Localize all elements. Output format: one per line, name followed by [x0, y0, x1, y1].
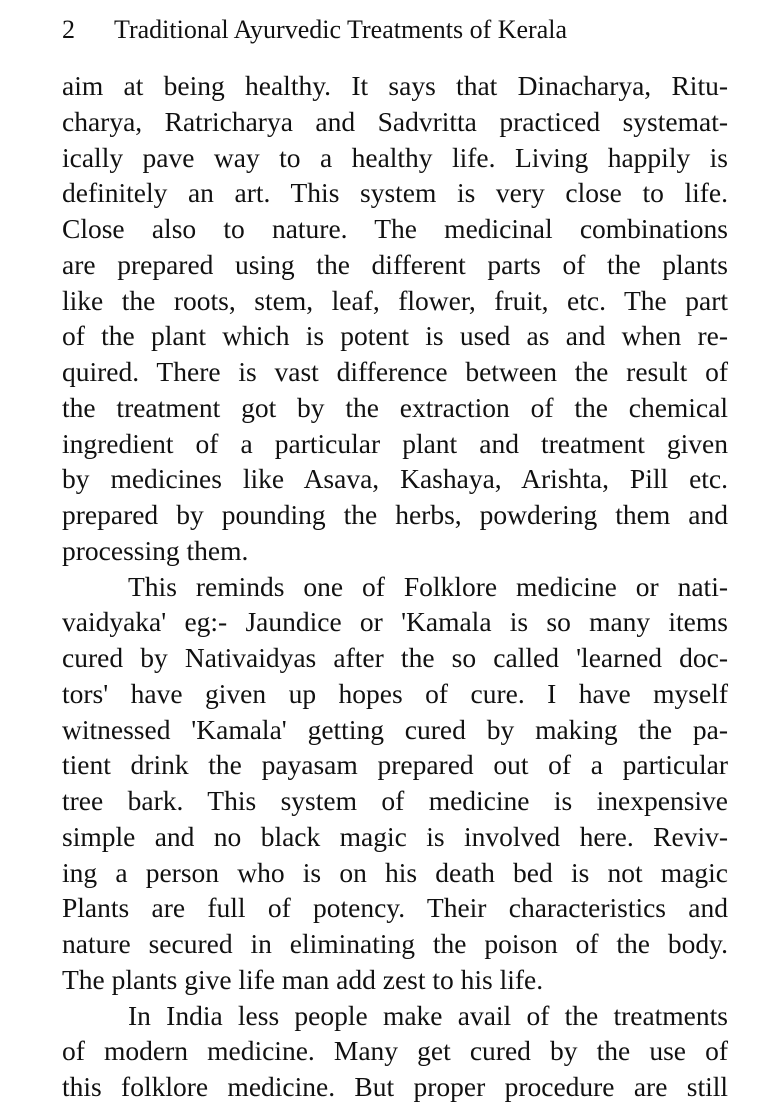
- text-line: this folklore medicine. But proper procedure are still: [62, 1071, 728, 1102]
- body-text: [62, 68, 728, 1105]
- text-line: the treatment got by the extraction of the chemical: [62, 391, 728, 423]
- running-header: [62, 14, 742, 46]
- text-line: are prepared using the different parts of the plants: [62, 248, 728, 280]
- text-line: The plants give life man add zest to his life.: [62, 963, 544, 995]
- running-title: Traditional Ayurvedic Treatments of Kerala: [114, 15, 568, 44]
- text-line: processing them.: [62, 534, 249, 566]
- text-line: nature secured in eliminating the poison of the body.: [62, 928, 728, 959]
- text-line: simple and no black magic is involved here. Reviv-: [62, 820, 728, 852]
- text-line: tree bark. This system of medicine is inexpensive: [62, 785, 728, 816]
- text-line: aim at being healthy. It says that Dinacharya, Ritu-: [62, 70, 728, 101]
- text-line: cured by Nativaidyas after the so called 'learned doc-: [62, 642, 728, 673]
- text-line: definitely an art. This system is very close to life.: [62, 177, 728, 209]
- text-line: by medicines like Asava, Kashaya, Arishta, Pill etc.: [62, 463, 728, 495]
- text-line: witnessed 'Kamala' getting cured by making the pa-: [62, 713, 728, 745]
- text-line: quired. There is vast difference between the result of: [62, 356, 728, 387]
- paragraph: [62, 569, 728, 998]
- text-line: charya, Ratricharya and Sadvritta practiced systemat-: [62, 105, 728, 137]
- page-number: 2: [62, 15, 75, 44]
- text-line: tient drink the payasam prepared out of a particular: [62, 749, 728, 781]
- text-line: Plants are full of potency. Their characteristics and: [62, 892, 728, 924]
- text-line: ingredient of a particular plant and treatment given: [62, 427, 728, 459]
- paragraph: [62, 998, 728, 1105]
- text-line: tors' have given up hopes of cure. I have myself: [62, 677, 728, 709]
- text-line: This reminds one of Folklore medicine or nati-: [128, 570, 728, 602]
- text-line: In India less people make avail of the treatments: [128, 999, 728, 1031]
- text-line: of modern medicine. Many get cured by the use of: [62, 1035, 728, 1067]
- paragraph: [62, 68, 728, 569]
- text-line: vaidyaka' eg:- Jaundice or 'Kamala is so many items: [62, 606, 728, 638]
- text-line: Close also to nature. The medicinal combinations: [62, 213, 728, 244]
- text-line: prepared by pounding the herbs, powdering them and: [62, 499, 728, 530]
- text-line: ically pave way to a healthy life. Living happily is: [62, 141, 728, 173]
- text-line: ing a person who is on his death bed is not magic: [62, 856, 728, 888]
- text-line: like the roots, stem, leaf, flower, fruit, etc. The part: [62, 284, 728, 316]
- text-line: of the plant which is potent is used as and when re-: [62, 320, 728, 352]
